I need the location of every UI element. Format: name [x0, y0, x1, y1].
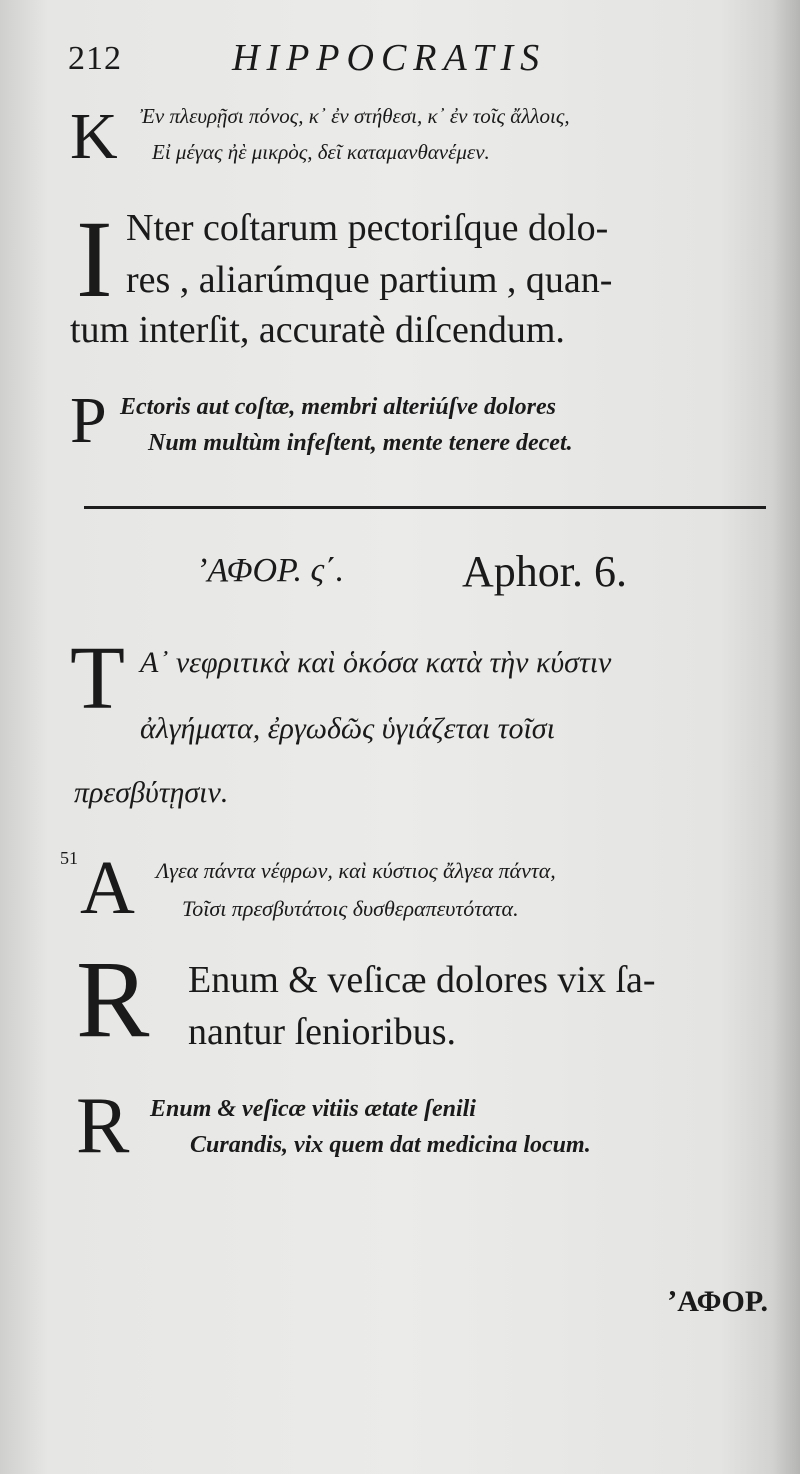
verse-line: Ἐν πλευρῇσι πόνος, κ᾽ ἐν στήθεσι, κ᾽ ἐν τοῖς ἄλλοις,: [140, 104, 570, 128]
prose-line: ἀλγήματα, ἐργωδῶς ὑγιάζεται τοῖσι: [140, 712, 555, 745]
catchword: ʼΑΦΟΡ.: [667, 1285, 768, 1318]
drop-cap: K: [70, 100, 118, 173]
prose-line: Nter coſtarum pectoriſque dolo-: [126, 207, 609, 249]
prose-line: Α᾽ νεφριτικὰ καὶ ὁκόσα κατὰ τὴν κύστιν: [140, 646, 612, 679]
aphorism-heading-latin: Aphor. 6.: [462, 547, 627, 596]
prose-line: πρεσβύτῃσιν.: [74, 776, 229, 809]
verse-line: Λγεα πάντα νέφρων, καὶ κύστιος ἄλγεα πάντα,: [156, 858, 556, 883]
drop-cap: A: [80, 846, 135, 930]
drop-cap: R: [76, 1082, 130, 1170]
drop-cap: I: [76, 198, 113, 320]
verse-line: Ectoris aut coſtæ, membri alteriúſve dolores: [120, 394, 556, 420]
verse-line: Enum & veſicæ vitiis ætate ſenili: [150, 1096, 476, 1122]
drop-cap: T: [70, 629, 125, 728]
drop-cap: R: [76, 938, 150, 1060]
page-edge-shadow: [772, 0, 800, 1474]
verse-line: Εἰ μέγας ἠὲ μικρὸς, δεῖ καταμανθανέμεν.: [152, 140, 490, 164]
page-number: 212: [68, 40, 122, 77]
prose-line: res , aliarúmque partium , quan-: [126, 259, 613, 301]
margin-mark: 51: [60, 848, 78, 868]
prose-line: nantur ſenioribus.: [188, 1011, 457, 1053]
prose-line: tum interſit, accuratè diſcendum.: [70, 309, 565, 351]
running-title: HIPPOCRATIS: [232, 37, 547, 79]
drop-cap: P: [70, 384, 107, 457]
verse-line: Num multùm infeſtent, mente tenere decet.: [148, 430, 573, 456]
horizontal-rule: [84, 506, 766, 509]
verse-line: Τοῖσι πρεσβυτάτοις δυσθεραπευτότατα.: [182, 896, 519, 921]
prose-line: Enum & veſicæ dolores vix ſa-: [188, 959, 656, 1001]
verse-line: Curandis, vix quem dat medicina locum.: [190, 1132, 591, 1158]
aphorism-heading-greek: ʼΑΦΟΡ. ς΄.: [196, 552, 345, 589]
